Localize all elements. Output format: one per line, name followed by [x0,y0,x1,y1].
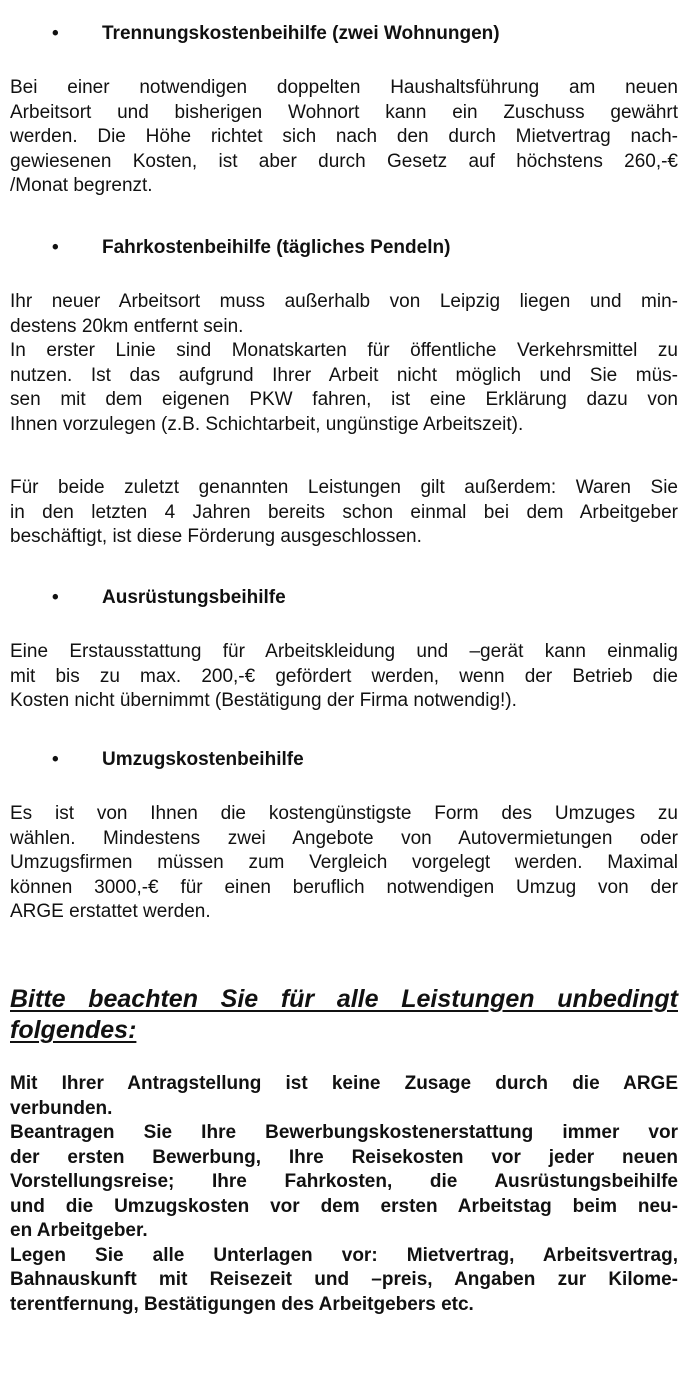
bullet-icon: • [52,749,59,770]
paragraph-ausruestung [10,640,678,714]
text-line: Ihnen vorzulegen (z.B. Schichtarbeit, ungünstige Arbeitszeit). [10,413,524,435]
text-line: gewiesenen Kosten, ist aber durch Gesetz auf höchstens 260,-€ [10,150,678,172]
paragraph-trennungskosten [10,76,678,199]
text-line: Für beide zuletzt genannten Leistungen gilt außerdem: Waren Sie [10,477,678,498]
text-line: Es ist von Ihnen die kostengünstigste Form des Umzuges zu [10,803,678,824]
notice-line: Beantragen Sie Ihre Bewerbungskostenerstattung immer vor [10,1122,678,1143]
notice-line: verbunden. [10,1097,113,1119]
text-line: destens 20km entfernt sein. [10,315,244,337]
notice-line: terentfernung, Bestätigungen des Arbeitgebers etc. [10,1293,474,1315]
notice-body [10,1072,678,1317]
text-line: beschäftigt, ist diese Förderung ausgeschlossen. [10,526,422,547]
notice-line: und die Umzugskosten vor dem ersten Arbeitstag beim neu- [10,1195,678,1217]
text-line: Umzugsfirmen müssen zum Vergleich vorgelegt werden. Maximal [10,852,678,873]
section-heading-text: Trennungskostenbeihilfe (zwei Wohnungen) [102,23,500,44]
notice-title [10,984,678,1046]
section-heading-ausruestung [52,586,286,610]
notice-title-line: Bitte beachten Sie für alle Leistungen unbedingt [10,985,678,1013]
text-line: werden. Die Höhe richtet sich nach den durch Mietvertrag nach- [10,126,678,147]
section-heading-trennungskosten [52,22,500,46]
text-line: Arbeitsort und bisherigen Wohnort kann ein Zuschuss gewährt [10,101,678,123]
text-line: Kosten nicht übernimmt (Bestätigung der Firma notwendig!). [10,690,517,711]
notice-line: Legen Sie alle Unterlagen vor: Mietvertrag, Arbeitsvertrag, [10,1244,678,1266]
text-line: nutzen. Ist das aufgrund Ihrer Arbeit nicht möglich und Sie müs- [10,364,678,386]
text-line: /Monat begrenzt. [10,175,153,196]
notice-title-line: folgendes: [10,1016,137,1044]
bullet-icon: • [52,237,59,258]
text-line: wählen. Mindestens zwei Angebote von Autovermietungen oder [10,827,678,849]
notice-line: en Arbeitgeber. [10,1220,148,1241]
text-line: in den letzten 4 Jahren bereits schon einmal bei dem Arbeitgeber [10,501,678,523]
section-heading-text: Fahrkostenbeihilfe (tägliches Pendeln) [102,237,451,258]
paragraph-umzug [10,802,678,925]
section-heading-text: Umzugskostenbeihilfe [102,749,304,770]
text-line: In erster Linie sind Monatskarten für öffentliche Verkehrsmittel zu [10,340,678,361]
paragraph-fahrkosten [10,290,678,437]
section-heading-text: Ausrüstungsbeihilfe [102,587,286,608]
text-line: ARGE erstattet werden. [10,901,211,922]
text-line: sen mit dem eigenen PKW fahren, ist eine Erklärung dazu von [10,389,678,410]
text-line: können 3000,-€ für einen beruflich notwendigen Umzug von der [10,876,678,898]
section-heading-fahrkosten [52,236,450,260]
paragraph-ausschluss [10,476,678,550]
text-line: Ihr neuer Arbeitsort muss außerhalb von Leipzig liegen und min- [10,291,678,312]
notice-line: Bahnauskunft mit Reisezeit und –preis, Angaben zur Kilome- [10,1269,678,1290]
bullet-icon: • [52,23,59,44]
bullet-icon: • [52,587,59,608]
notice-line: Mit Ihrer Antragstellung ist keine Zusage durch die ARGE [10,1073,678,1094]
section-heading-umzug [52,748,304,772]
text-line: Eine Erstausstattung für Arbeitskleidung und –gerät kann einmalig [10,641,678,662]
notice-line: Vorstellungsreise; Ihre Fahrkosten, die Ausrüstungsbeihilfe [10,1171,678,1192]
notice-line: der ersten Bewerbung, Ihre Reisekosten vor jeder neuen [10,1146,678,1168]
text-line: mit bis zu max. 200,-€ gefördert werden, wenn der Betrieb die [10,665,678,687]
text-line: Bei einer notwendigen doppelten Haushaltsführung am neuen [10,77,678,98]
